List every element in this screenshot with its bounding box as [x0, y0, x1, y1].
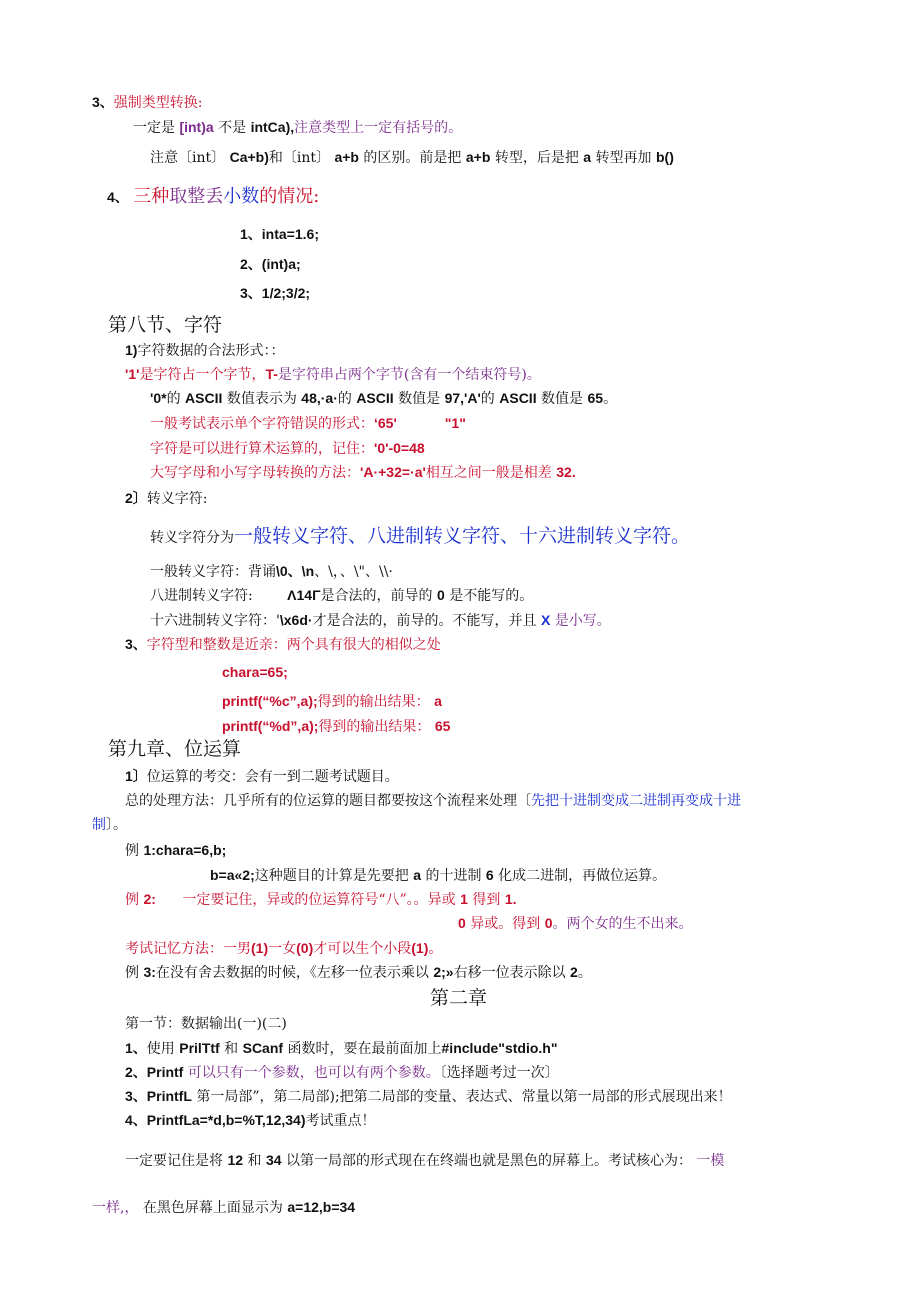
- text: 以第一局部的形式现在在终端也就是黑色的屏幕上。考试核心为：: [285, 1153, 692, 1169]
- text: 在黑色屏幕上面显示为: [142, 1200, 283, 1216]
- text: 1〕: [125, 768, 147, 784]
- code-text: 0: [436, 587, 445, 603]
- code-text: 1: [460, 891, 468, 907]
- text: 才可以生个小段: [313, 941, 412, 957]
- text: 字符型和整数是近亲：两个具有很大的相似之处: [146, 637, 441, 653]
- section-title-part: 的情况:: [259, 186, 320, 207]
- text: 注意类型上一定有括号的。: [294, 120, 463, 136]
- code-text: 0: [458, 915, 466, 931]
- text: 是不能写的。: [449, 588, 534, 604]
- text: 转义字符分为: [150, 530, 234, 546]
- text: 字符数据的合法形式：：: [137, 343, 285, 359]
- text: 可以只有一个参数，也可以有两个参数。: [187, 1065, 440, 1081]
- code-text: \0、\n: [276, 563, 315, 579]
- code-text: ‘65': [374, 415, 397, 431]
- text: 第一局部”，第二局部);把第二局部的变量、表达式、常量以第一局部的形式展现出来！: [196, 1089, 732, 1105]
- code-text: '1': [125, 366, 140, 382]
- text: 和: [247, 1153, 262, 1169]
- text: 一定是: [133, 120, 175, 136]
- paragraph: [125, 1152, 724, 1171]
- text: 例: [125, 965, 139, 981]
- list-item: 2、(int)a;: [240, 256, 301, 272]
- code-text: X: [541, 612, 551, 628]
- text: 的: [480, 391, 495, 407]
- section-4-heading: [107, 186, 319, 209]
- paragraph: [150, 525, 690, 549]
- text: 一般转义字符、八进制转义字符、十六进制转义字符。: [234, 525, 691, 547]
- code-text: #include"stdio.h": [441, 1040, 558, 1056]
- text: 字符是可以进行算术运算的，记住：: [150, 441, 374, 457]
- paragraph: [125, 768, 399, 787]
- section-title: 强制类型转换:: [113, 95, 203, 111]
- text: 异或。得到: [470, 916, 541, 932]
- code-text: \x6d·: [279, 612, 313, 628]
- code-text: printf(“%d”,a);: [222, 718, 319, 734]
- text: 〔选择题考过一次〕: [439, 1065, 559, 1081]
- text: 得到的输出结果：: [318, 719, 431, 735]
- code-text: ASCII: [499, 390, 537, 406]
- chapter-9-title: 第九章、位运算: [108, 738, 242, 760]
- section-3-heading: [92, 94, 203, 113]
- text: 1): [125, 342, 138, 358]
- code-text: Ca+b): [229, 149, 269, 165]
- text: 一女: [268, 941, 297, 957]
- text: 十六进制转义字符：': [150, 613, 280, 629]
- code-text: 1.: [504, 891, 517, 907]
- text: 不是: [218, 120, 247, 136]
- text: 的: [337, 391, 352, 407]
- text: 数值是: [541, 391, 584, 407]
- paragraph: 第一节：数据输出(一)(二): [125, 1016, 287, 1032]
- paragraph: [125, 366, 541, 385]
- code-text: a: [583, 149, 592, 165]
- code-text: (1): [411, 940, 429, 956]
- paragraph: [92, 817, 127, 835]
- text: 。两个女的生不出来。: [552, 916, 693, 932]
- paragraph: [150, 563, 393, 582]
- text: 。: [603, 391, 618, 407]
- paragraph: [92, 1199, 355, 1218]
- paragraph: [150, 415, 466, 434]
- section-number: 3、: [92, 94, 114, 110]
- code-text: '0'-0=48: [374, 440, 425, 456]
- code-text: SCanf: [242, 1040, 284, 1056]
- text: 一定要记住是将: [125, 1153, 223, 1169]
- list-item: 1、inta=1.6;: [240, 226, 319, 242]
- text: 转型再加: [595, 150, 652, 166]
- text: 的: [166, 391, 181, 407]
- paragraph: [125, 1088, 732, 1107]
- code-text: 65: [434, 718, 451, 734]
- code-text: 2;»: [433, 964, 454, 980]
- text: 八进制转义字符:: [150, 588, 253, 604]
- text: 例: [125, 843, 139, 859]
- code-text: T-: [265, 366, 278, 382]
- code-text: printf(“%c”,a);: [222, 693, 318, 709]
- paragraph: [125, 490, 208, 509]
- code-text: PrilTtf: [179, 1040, 220, 1056]
- code-text: 1:chara=6,b;: [143, 842, 227, 858]
- paragraph: [125, 891, 517, 910]
- paragraph: [125, 636, 441, 655]
- text: 得到: [472, 892, 501, 908]
- code-text: a+b: [465, 149, 491, 165]
- paragraph: [125, 1112, 376, 1131]
- text: 先把十进制变成二进制再变成十进: [531, 793, 741, 809]
- paragraph: [125, 793, 741, 811]
- text: 的十进制: [425, 868, 482, 884]
- paragraph: [210, 867, 666, 886]
- text: 一样,，: [92, 1200, 139, 1216]
- code-text: ASCII: [185, 390, 223, 406]
- code-text: 6: [485, 867, 494, 883]
- paragraph: [125, 940, 442, 959]
- code-text: 2: [570, 964, 578, 980]
- list-item: 3、1/2;3/2;: [240, 285, 311, 301]
- code-text: 2:: [143, 891, 156, 907]
- code-text: intCa),: [250, 119, 295, 135]
- text: 一定要记住，异或的位运算符号“八”。。异或: [182, 892, 456, 908]
- paragraph: [125, 1064, 559, 1083]
- text: 例: [125, 892, 139, 908]
- text: 3、: [125, 636, 147, 652]
- text: 〕。: [106, 817, 127, 833]
- code-text: (1): [251, 940, 269, 956]
- section-8-title: 第八节、字符: [108, 314, 223, 336]
- code-text: a+b: [334, 149, 359, 165]
- code-text: 97,'A': [444, 390, 481, 406]
- code-text: 34: [265, 1152, 282, 1168]
- text: 、\，、\"、\\·: [314, 564, 393, 580]
- text: 制: [92, 817, 106, 833]
- text: 右移一位表示除以: [453, 965, 566, 981]
- paragraph: [133, 119, 462, 138]
- text: 转义字符:: [146, 491, 208, 507]
- text: 在没有舍去数据的时候，《左移一位表示乘以: [155, 965, 429, 981]
- chapter-2-title: 第二章: [430, 987, 488, 1009]
- text: 和: [224, 1041, 239, 1057]
- text: 相互之间一般是相差: [425, 465, 552, 481]
- text: 大写字母和小写字母转换的方法：: [150, 465, 360, 481]
- paragraph: [150, 587, 533, 606]
- code-text: 3:: [143, 964, 156, 980]
- section-title-part: 三种: [133, 186, 170, 207]
- paragraph: [125, 342, 284, 361]
- text: 考试重点！: [305, 1113, 376, 1129]
- text: 总的处理方法：几乎所有的位运算的题目都要按这个流程来处理〔: [125, 793, 531, 809]
- text: 和〔int〕: [268, 150, 330, 166]
- text: 一模: [696, 1153, 725, 1169]
- text: 。: [577, 965, 592, 981]
- section-title-part: 取整丢: [169, 186, 224, 207]
- paragraph: [125, 842, 226, 861]
- code-text: 32.: [556, 464, 576, 480]
- code-text: 2、Printf: [125, 1064, 184, 1080]
- text: 是字符串占两个字节(含有一个结束符号)。: [277, 367, 541, 383]
- text: 。: [428, 941, 443, 957]
- code-text: b(): [656, 149, 674, 165]
- code-text: 65: [587, 390, 604, 406]
- text: 的区别。前是把: [363, 150, 462, 166]
- text: 函数时，要在最前面加上: [287, 1041, 442, 1057]
- text: 转型，后是把: [494, 150, 579, 166]
- text: 一般考试表示单个字符错误的形式：: [150, 416, 374, 432]
- paragraph: [150, 612, 611, 631]
- code-text: b=a«2;: [210, 867, 255, 883]
- text: 是小写。: [554, 613, 611, 629]
- code-line: [222, 718, 450, 737]
- code-text: (0): [296, 940, 314, 956]
- code-text: [int)a: [179, 119, 214, 135]
- text: 一般转义字符：背诵: [150, 564, 276, 580]
- text: 得到的输出结果：: [317, 694, 430, 710]
- text: 是字符占一个字节，: [139, 367, 266, 383]
- code-text: ASCII: [356, 390, 394, 406]
- code-text: 4、PrintfLa=*d,b=%T,12,34): [125, 1112, 306, 1128]
- text: 数值是: [398, 391, 441, 407]
- text: 位运算的考交：会有一到二题考试题目。: [146, 769, 399, 785]
- code-text: 48,·a·: [301, 390, 338, 406]
- code-text: "1": [444, 415, 466, 431]
- text: 使用: [146, 1041, 175, 1057]
- text: 2〕: [125, 490, 147, 506]
- text: 这种题目的计算是先要把: [254, 868, 409, 884]
- section-number: 4、: [107, 189, 129, 205]
- text: 是合法的，前导的: [320, 588, 433, 604]
- text: 才是合法的，前导的。不能写，并且: [312, 613, 537, 629]
- code-text: 3、PrintfL: [125, 1088, 192, 1104]
- code-text: a: [434, 693, 442, 709]
- paragraph: [125, 1040, 557, 1059]
- code-text: '0*: [150, 390, 167, 406]
- code-text: 'A·+32=·a': [360, 464, 426, 480]
- code-text: 12: [227, 1152, 244, 1168]
- code-text: a: [413, 867, 421, 883]
- paragraph: [458, 915, 693, 934]
- paragraph: [150, 390, 617, 409]
- code-line: [222, 693, 442, 712]
- text: 注意〔int〕: [150, 150, 226, 166]
- paragraph: [150, 149, 674, 168]
- text: 考试记忆方法：一男: [125, 941, 251, 957]
- text: 化成二进制，再做位运算。: [498, 868, 667, 884]
- paragraph: [125, 964, 592, 983]
- text: 数值表示为: [226, 391, 297, 407]
- code-line: chara=65;: [222, 664, 288, 680]
- code-text: a=12,b=34: [287, 1199, 356, 1215]
- code-text: Λ14Γ: [287, 587, 321, 603]
- section-title-part: 小数: [223, 186, 260, 207]
- paragraph: [150, 464, 576, 483]
- text: 1、: [125, 1040, 147, 1056]
- paragraph: [150, 440, 425, 459]
- code-text: 0: [544, 915, 553, 931]
